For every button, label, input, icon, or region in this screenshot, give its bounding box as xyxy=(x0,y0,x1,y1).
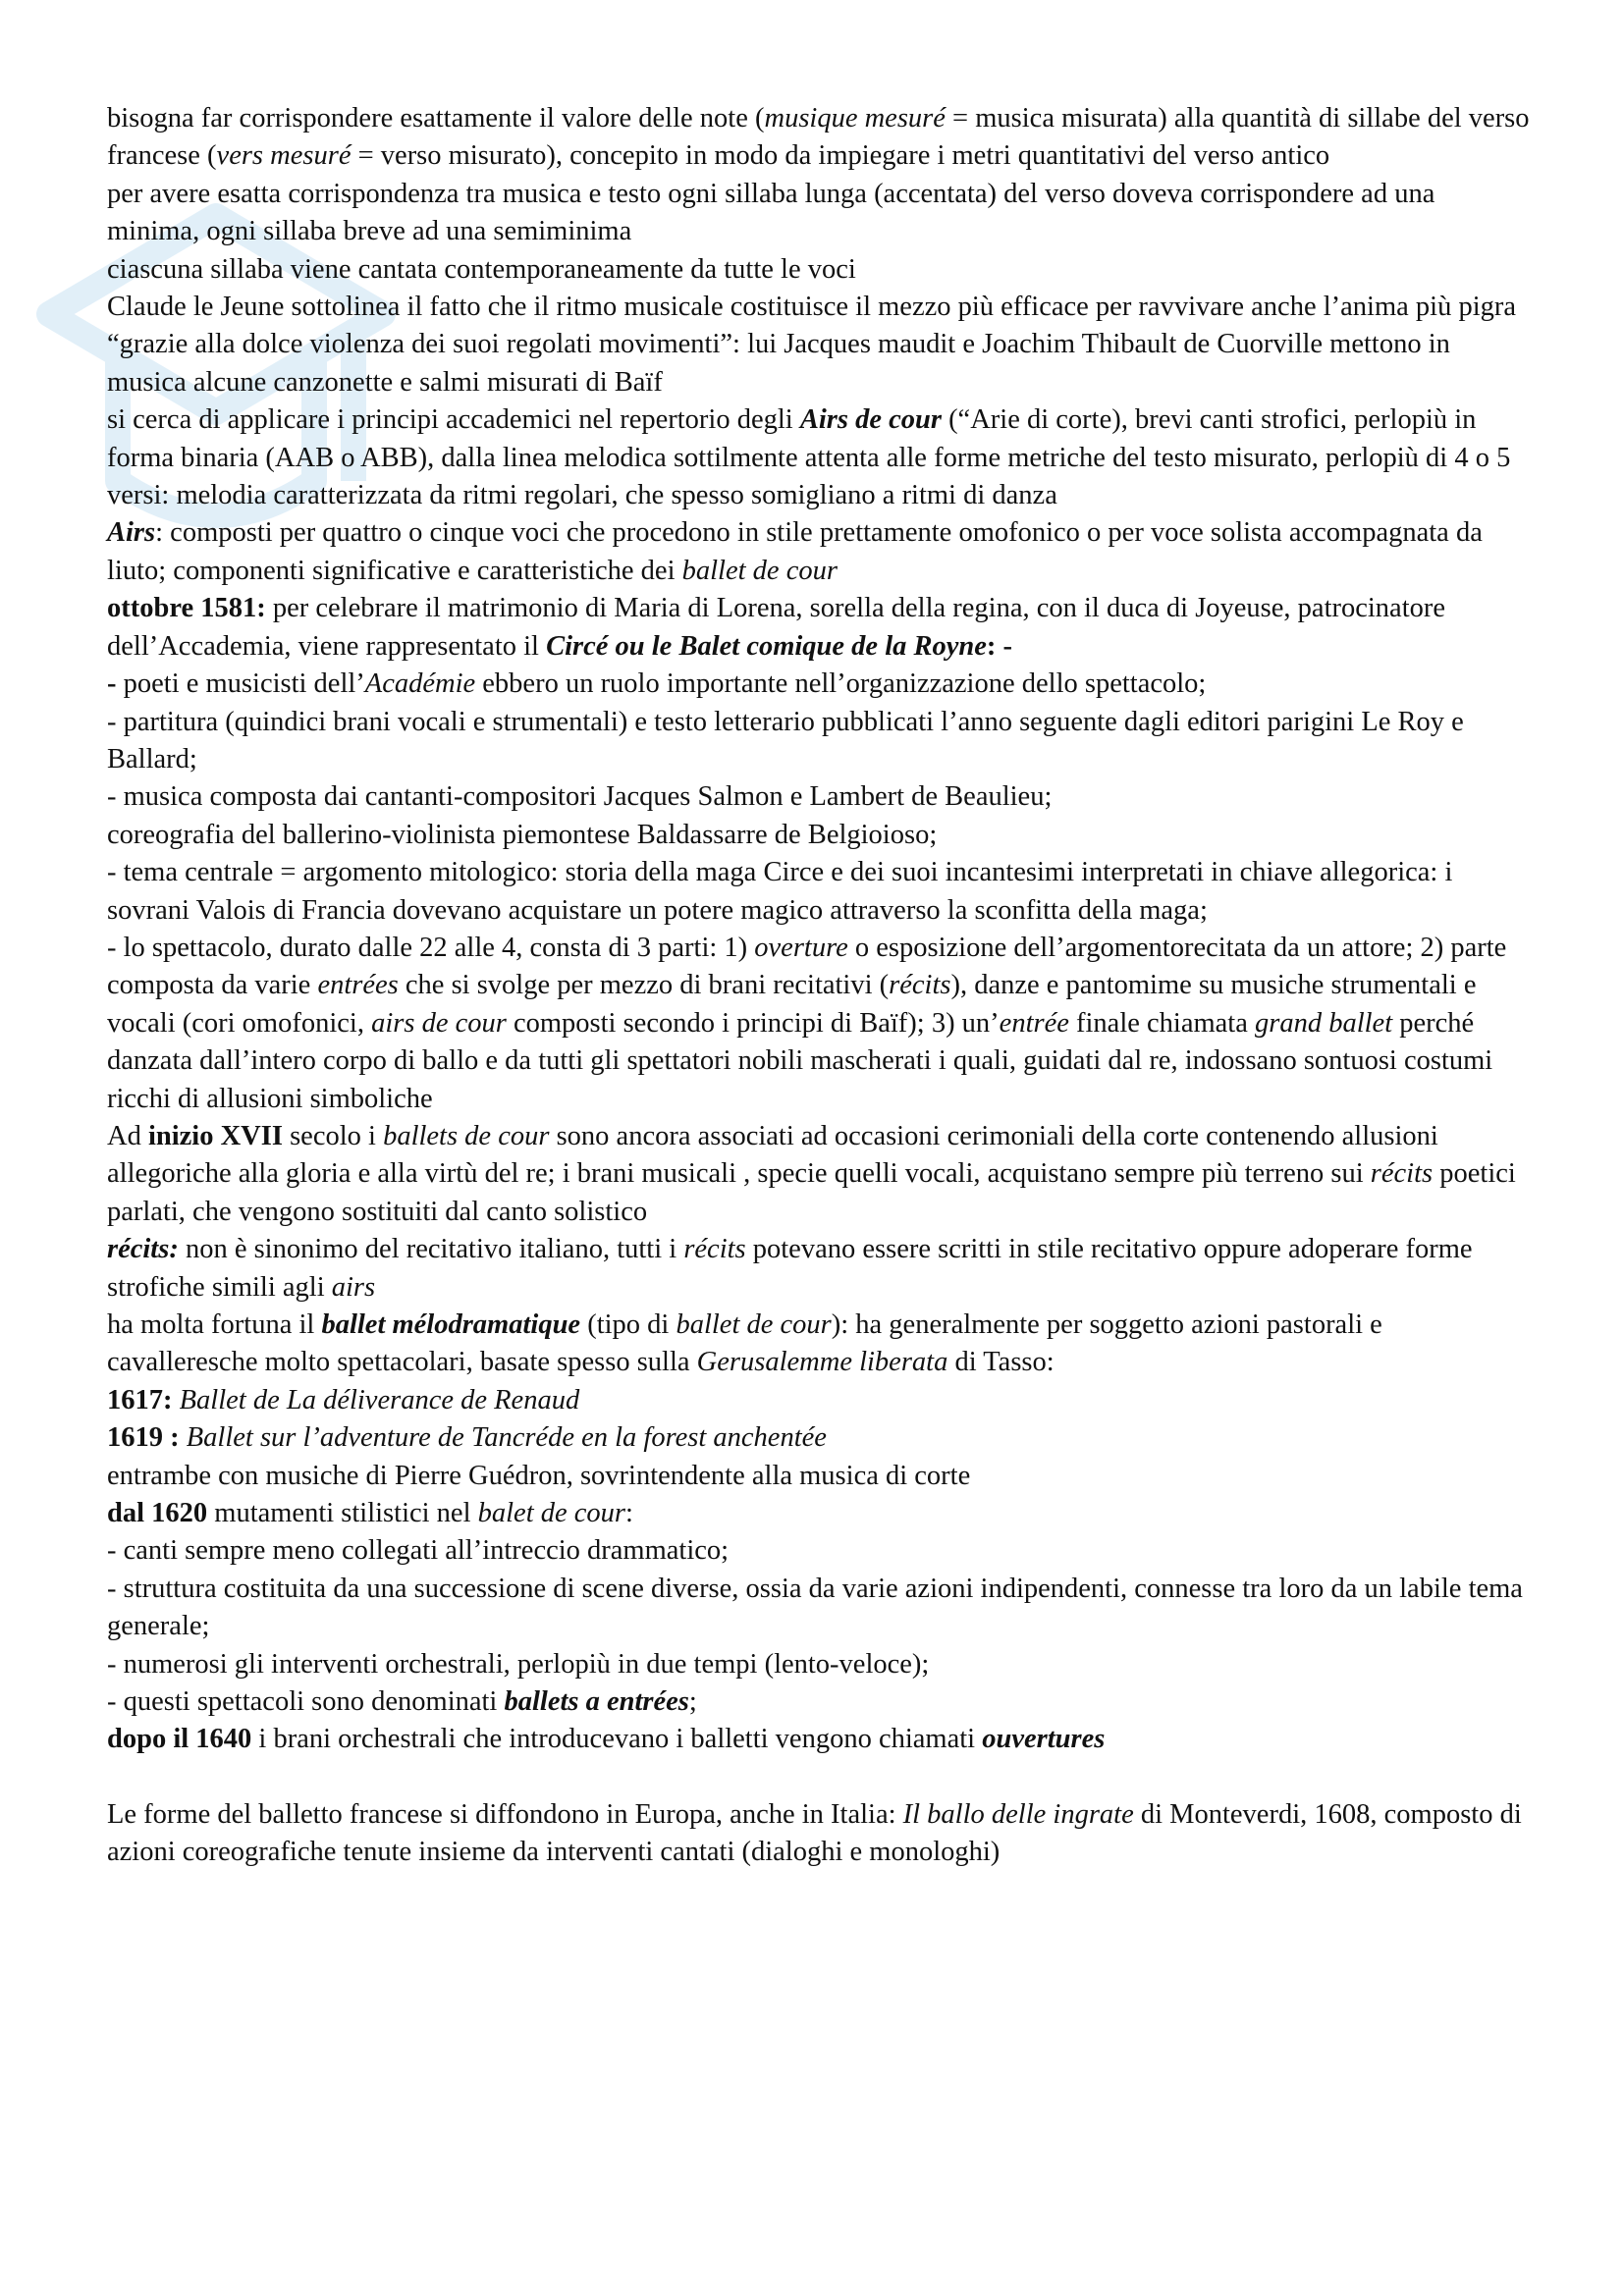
bold-italic-text: récits: xyxy=(107,1234,179,1265)
paragraph xyxy=(107,100,1531,176)
text-run: : xyxy=(625,1498,633,1529)
blank-line xyxy=(107,1759,1531,1796)
text-run: o esposizione dell’argomentorecitata da un attore; 2) parte composta da varie xyxy=(107,932,1507,1001)
paragraph xyxy=(107,1382,1531,1419)
bold-text: 1619 : xyxy=(107,1422,180,1454)
paragraph xyxy=(107,1532,1531,1570)
text-run: poetici parlati, che vengono sostituiti dal canto solistico xyxy=(107,1158,1516,1227)
bold-italic-text: Airs xyxy=(107,517,156,549)
bold-text: ottobre 1581: xyxy=(107,593,266,624)
italic-text: musique mesuré xyxy=(764,103,946,133)
text-run: = verso misurato), concepito in modo da impiegare i metri quantitativi del verso antico xyxy=(351,140,1330,172)
paragraph xyxy=(107,176,1531,251)
paragraph xyxy=(107,514,1531,590)
bold-text: dopo il 1640 xyxy=(107,1724,252,1755)
text-run: - numerosi gli interventi orchestrali, perlopiù in due tempi (lento-veloce); xyxy=(107,1648,930,1680)
italic-text: overture xyxy=(754,932,848,963)
bold-text: inizio XVII xyxy=(147,1120,283,1151)
paragraph xyxy=(107,401,1531,514)
text-run: mutamenti stilistici nel xyxy=(207,1498,478,1529)
bold-text: : - xyxy=(986,630,1013,662)
bold-italic-text: ballet mélodramatique xyxy=(321,1309,581,1340)
text-run: : composti per quattro o cinque voci che procedono in stile prettamente omofonico o per voce solista accompagnata da liuto; componenti significative e caratteristiche dei xyxy=(107,517,1483,586)
text-run: - lo spettacolo, durato dalle 22 alle 4, consta di 3 parti: 1) xyxy=(107,932,755,963)
italic-text: Académie xyxy=(364,668,476,700)
paragraph xyxy=(107,590,1531,666)
paragraph xyxy=(107,1458,1531,1495)
document-body xyxy=(107,100,1531,1872)
paragraph xyxy=(107,778,1531,816)
text-run: ha molta fortuna il xyxy=(107,1309,322,1340)
text-run xyxy=(173,1385,180,1415)
italic-text: airs de cour xyxy=(371,1007,507,1039)
italic-text: grand ballet xyxy=(1255,1007,1393,1039)
text-run: per celebrare il matrimonio di Maria di Lorena, sorella della regina, con il duca di Joyeuse, patrocinatore dell’Accademia, viene rappresentato il xyxy=(107,593,1446,662)
paragraph xyxy=(107,1683,1531,1721)
paragraph xyxy=(107,1118,1531,1231)
italic-text: Il ballo delle ingrate xyxy=(902,1798,1134,1830)
text-run: di Monteverdi, 1608, composto di azioni coreografiche tenute insieme da interventi cantati (dialoghi e monologhi) xyxy=(107,1798,1522,1868)
paragraph xyxy=(107,1419,1531,1457)
italic-text: balet de cour xyxy=(477,1498,626,1529)
italic-text: ballet de cour xyxy=(676,1309,832,1340)
paragraph xyxy=(107,1796,1531,1872)
paragraph xyxy=(107,1495,1531,1532)
italic-text: vers mesuré xyxy=(216,140,352,172)
text-run: - partitura (quindici brani vocali e strumentali) e testo letterario pubblicati l’anno seguente dagli editori parigini Le Roy e Ballard; xyxy=(107,706,1464,774)
italic-text: entrées xyxy=(317,970,399,1001)
text-run: Le forme del balletto francese si diffondono in Europa, anche in Italia: xyxy=(107,1798,903,1830)
italic-text: récits xyxy=(1370,1158,1434,1190)
text-run: ; xyxy=(688,1686,697,1718)
text-run: poeti e musicisti dell’ xyxy=(116,668,365,700)
paragraph xyxy=(107,930,1531,1118)
text-run: Ad xyxy=(107,1120,148,1151)
paragraph xyxy=(107,854,1531,930)
italic-text: ballet de cour xyxy=(681,555,838,586)
text-run: composti secondo i principi di Baïf); 3) un’ xyxy=(506,1007,1000,1039)
bold-italic-text: Airs de cour xyxy=(799,404,942,436)
text-run: (“Arie di corte), brevi canti strofici, perlopiù in forma binaria (AAB o ABB), dalla linea melodica sottilmente attenta alle forme metriche del testo misurato, perlopiù di 4 o 5 versi: melodia caratterizzata da ritmi regolari, che spesso somigliano a ritmi di danza xyxy=(107,404,1511,511)
paragraph xyxy=(107,1646,1531,1683)
text-run: - tema centrale = argomento mitologico: storia della maga Circe e dei suoi incantesimi interpretati in chiave allegorica: i sovrani Valois di Francia dovevano acquistare un potere magico attraverso la sconfitta della maga; xyxy=(107,857,1453,926)
italic-text: récits xyxy=(889,970,951,1001)
text-run: (tipo di xyxy=(580,1309,676,1340)
text-run: - questi spettacoli sono denominati xyxy=(107,1686,505,1718)
paragraph xyxy=(107,1721,1531,1758)
paragraph xyxy=(107,704,1531,779)
paragraph xyxy=(107,251,1531,289)
text-run: - struttura costituita da una successione di scene diverse, ossia da varie azioni indipendenti, connesse tra loro da un labile tema generale; xyxy=(107,1573,1523,1642)
bold-italic-text: ouvertures xyxy=(982,1724,1106,1755)
text-run: coreografia del ballerino-violinista piemontese Baldassarre de Belgioioso; xyxy=(107,819,938,850)
text-run: - musica composta dai cantanti-compositori Jacques Salmon e Lambert de Beaulieu; xyxy=(107,781,1053,813)
text-run xyxy=(180,1422,187,1453)
paragraph xyxy=(107,1231,1531,1307)
text-run: si cerca di applicare i principi accademici nel repertorio degli xyxy=(107,404,800,436)
text-run: per avere esatta corrispondenza tra musica e testo ogni sillaba lunga (accentata) del verso doveva corrispondere ad una minima, ogni sillaba breve ad una semiminima xyxy=(107,178,1435,247)
text-run: secolo i xyxy=(282,1120,384,1151)
text-run: che si svolge per mezzo di brani recitativi ( xyxy=(398,970,890,1001)
text-run: finale chiamata xyxy=(1068,1007,1255,1039)
paragraph xyxy=(107,1307,1531,1382)
bold-text: 1617: xyxy=(107,1384,173,1415)
italic-text: ballets de cour xyxy=(383,1120,550,1151)
paragraph xyxy=(107,1571,1531,1646)
text-run: ciascuna sillaba viene cantata contemporaneamente da tutte le voci xyxy=(107,253,856,285)
bold-italic-text: Circé ou le Balet comique de la Royne xyxy=(546,630,987,662)
italic-text: récits xyxy=(683,1234,746,1265)
text-run: = musica misurata) alla quantità di sillabe del verso francese ( xyxy=(107,103,1530,172)
text-run: ebbero un ruolo importante nell’organizzazione dello spettacolo; xyxy=(475,668,1207,700)
text-run: perché danzata dall’intero corpo di ballo e da tutti gli spettatori nobili mascherati i quali, guidati dal re, indossano sontuosi costumi ricchi di allusioni simboliche xyxy=(107,1007,1493,1114)
text-run: sono ancora associati ad occasioni cerimoniali della corte contenendo allusioni allegoriche alla gloria e alla virtù del re; i brani musicali , specie quelli vocali, acquistano sempre più terreno sui xyxy=(107,1120,1438,1190)
text-run: potevano essere scritti in stile recitativo oppure adoperare forme strofiche simili agli xyxy=(107,1234,1473,1303)
text-run: di Tasso: xyxy=(947,1347,1055,1378)
italic-text: entrée xyxy=(999,1007,1069,1039)
text-run: ): ha generalmente per soggetto azioni pastorali e cavalleresche molto spettacolari, basate spesso sulla xyxy=(107,1309,1382,1378)
text-run: i brani orchestrali che introducevano i balletti vengono chiamati xyxy=(251,1724,983,1755)
paragraph xyxy=(107,666,1531,703)
bold-text: dal 1620 xyxy=(107,1498,208,1529)
italic-text: Ballet de La déliverance de Renaud xyxy=(179,1384,580,1415)
bold-text: - xyxy=(107,668,117,700)
italic-text: Gerusalemme liberata xyxy=(696,1347,948,1378)
bold-italic-text: ballets a entrées xyxy=(504,1686,689,1718)
text-run: ), danze e pantomime su musiche strumentali e vocali (cori omofonici, xyxy=(107,970,1477,1039)
text-run: bisogna far corrispondere esattamente il valore delle note ( xyxy=(107,103,765,133)
italic-text: airs xyxy=(331,1271,376,1303)
text-run: Claude le Jeune sottolinea il fatto che il ritmo musicale costituisce il mezzo più efficace per ravvivare anche l’anima più pigra “grazie alla dolce violenza dei suoi regolati movimenti”: lui Jacques maudit e Joachim Thibault de Cuorville mettono in musica alcune canzonette e salmi misurati di Baïf xyxy=(107,292,1517,398)
paragraph xyxy=(107,289,1531,401)
text-run: - canti sempre meno collegati all’intreccio drammatico; xyxy=(107,1535,730,1567)
text-run: entrambe con musiche di Pierre Guédron, sovrintendente alla musica di corte xyxy=(107,1460,971,1491)
italic-text: Ballet sur l’adventure de Tancréde en la forest anchentée xyxy=(186,1422,827,1454)
text-run: non è sinonimo del recitativo italiano, tutti i xyxy=(178,1234,684,1265)
paragraph xyxy=(107,817,1531,854)
